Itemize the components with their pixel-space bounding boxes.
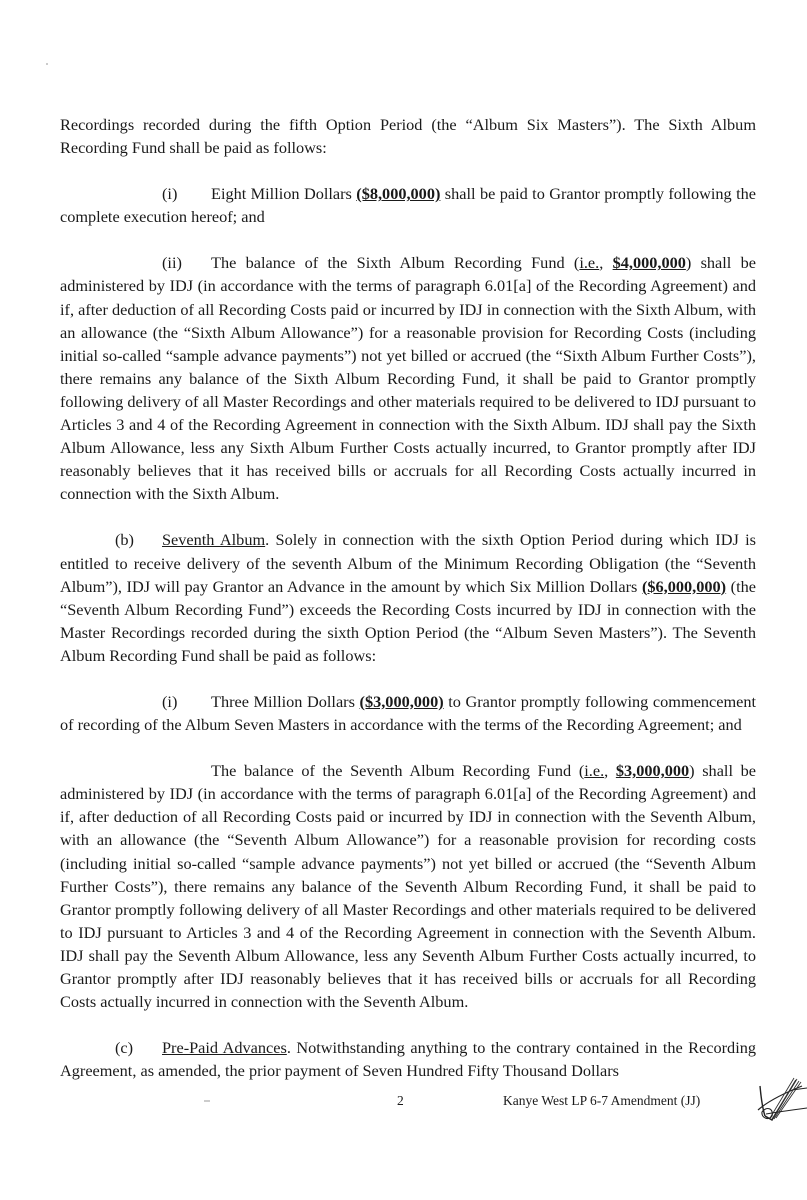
amount-3000000-balance: $3,000,000 <box>615 761 690 781</box>
clause-text-post: to Grantor promptly following commencement of recording of the Album Seven Masters in accordance with the terms of the Recording Agreement; and <box>60 691 756 735</box>
amount-4000000: $4,000,000 <box>612 253 686 273</box>
clause-number: (i) <box>162 691 178 711</box>
section-text-post: (the “Seventh Album Recording Fund”) exceeds the Recording Costs incurred by IDJ in connection with the Master Recordings recorded during the sixth Option Period (the “Album Seven Masters”). The Seventh Album Recording Fund shall be paid as follows: <box>60 576 756 665</box>
clause-text-pre: Eight Million Dollars <box>211 184 357 204</box>
section-heading: Seventh Album <box>162 530 266 550</box>
amount-8000000: ($8,000,000) <box>356 184 441 204</box>
clause-text-pre: The balance of the Sixth Album Recording Fund ( <box>211 253 580 273</box>
clause-number: (ii) <box>162 253 182 273</box>
seventh-album-balance-clause <box>60 759 756 1013</box>
clause-text-post: shall be paid to Grantor promptly following the complete execution hereof; and <box>60 184 757 227</box>
seventh-album-clause-i <box>60 690 756 736</box>
amount-6000000: ($6,000,000) <box>641 576 727 596</box>
comma: , <box>604 761 616 781</box>
clause-text-post: ) shall be administered by IDJ (in accordance with the terms of paragraph 6.01[a] of the Recording Agreement) and if, after deduction of all Recording Costs paid or incurred by IDJ in connection with the Sixth Album, with an allowance (the “Sixth Album Allowance”) for a reasonable provision for Recording Costs (including initial so-called “sample advance payments”) not yet billed or accrued (the “Sixth Album Further Costs”), there remains any balance of the Sixth Album Recording Fund, it shall be paid to Grantor promptly following delivery of all Master Recordings and other materials required to be delivered to IDJ pursuant to Articles 3 and 4 of the Recording Agreement in connection with the Sixth Album. IDJ shall pay the Sixth Album Allowance, less any Sixth Album Further Costs actually incurred, to Grantor promptly after IDJ reasonably believes that it has received bills or accruals for all Recording Costs actually incurred in connection with the Sixth Album. <box>60 253 757 504</box>
section-c-pre-paid-advances <box>60 1036 756 1082</box>
comma: , <box>599 253 613 273</box>
intro-text: Recordings recorded during the fifth Option Period (the “Album Six Masters”). The Sixth Album Recording Fund shall be paid as follows: <box>60 115 756 158</box>
ie-abbrev: i.e. <box>579 253 600 273</box>
clause-number: (i) <box>162 184 178 204</box>
section-number: (c) <box>115 1038 134 1058</box>
ie-abbrev: i.e. <box>584 761 605 781</box>
section-b-seventh-album <box>60 528 756 667</box>
section-number: (b) <box>115 530 134 550</box>
section-text-pre: . Solely in connection with the sixth Option Period during which IDJ is entitled to receive delivery of the seventh Album of the Minimum Recording Obligation (the “Seventh Album”), IDJ will pay Grantor an Advance in the amount by which Six Million Dollars <box>60 530 756 596</box>
sixth-album-clause-i <box>60 182 756 228</box>
section-heading: Pre-Paid Advances <box>162 1038 287 1058</box>
sixth-album-clause-ii <box>60 251 756 505</box>
section-text: . Notwithstanding anything to the contrary contained in the Recording Agreement, as amended, the prior payment of Seven Hundred Fifty Thousand Dollars <box>60 1038 756 1081</box>
amount-3000000: ($3,000,000) <box>359 691 444 711</box>
clause-text-pre: The balance of the Seventh Album Recording Fund ( <box>211 761 585 781</box>
intro-paragraph <box>60 113 756 159</box>
document-body <box>60 113 756 1082</box>
scan-speck <box>46 63 48 65</box>
clause-text-post: ) shall be administered by IDJ (in accordance with the terms of paragraph 6.01[a] of the Recording Agreement) and if, after deduction of all Recording Costs paid or incurred by IDJ in connection with the Seventh Album, with an allowance (the “Seventh Album Allowance”) for a reasonable provision for recording costs (including initial so-called “sample advance payments”) not yet billed or accrued (the “Seventh Album Further Costs”), there remains any balance of the Seventh Album Recording Fund, it shall be paid to Grantor promptly following delivery of all Master Recordings and other materials required to be delivered to IDJ pursuant to Articles 3 and 4 of the Recording Agreement in connection with the Seventh Album. IDJ shall pay the Seventh Album Allowance, less any Seventh Album Further Costs actually incurred, to Grantor promptly after IDJ reasonably believes that it has received bills or accruals for all Recording Costs actually incurred in connection with the Seventh Album. <box>60 761 756 1012</box>
scan-mark <box>204 1100 210 1102</box>
page-number: 2 <box>397 1093 404 1108</box>
clause-text-pre: Three Million Dollars <box>211 691 360 711</box>
document-id: Kanye West LP 6-7 Amendment (JJ) <box>503 1093 701 1108</box>
signature-initials-icon <box>752 1072 807 1132</box>
